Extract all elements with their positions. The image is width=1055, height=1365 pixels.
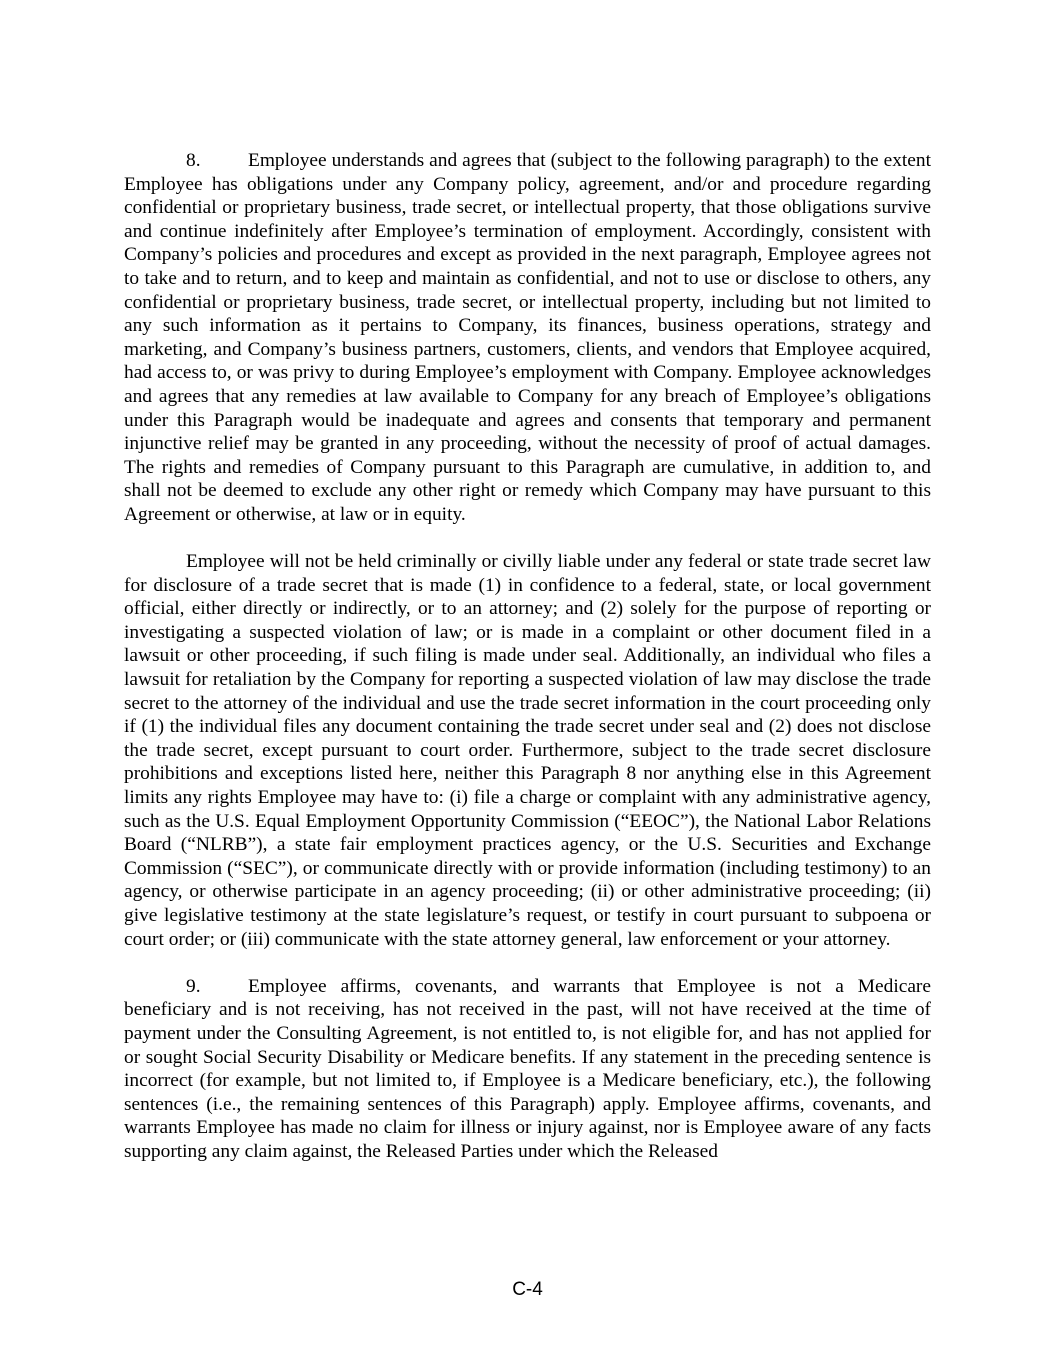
- paragraph-9: [124, 975, 931, 1164]
- paragraph-text: Employee will not be held criminally or civilly liable under any federal or state trade secret law for disclosure of a trade secret that is made (1) in confidence to a federal, state, or local government official, either directly or indirectly, or to an attorney; and (2) solely for the purpose of reporting or investigating a suspected violation of law; or is made in a complaint or other document filed in a lawsuit or other proceeding, if such filing is made under seal. Additionally, an individual who files a lawsuit for retaliation by the Company for reporting a suspected violation of law may disclose the trade secret to the attorney of the individual and use the trade secret information in the court proceeding only if (1) the individual files any document containing the trade secret under seal and (2) does not disclose the trade secret, except pursuant to court order. Furthermore, subject to the trade secret disclosure prohibitions and exceptions listed here, neither this Paragraph 8 nor anything else in this Agreement limits any rights Employee may have to: (i) file a charge or complaint with any administrative agency, such as the U.S. Equal Employment Opportunity Commission (“EEOC”), the National Labor Relations Board (“NLRB”), a state fair employment practices agency, or the U.S. Securities and Exchange Commission (“SEC”), or communicate directly with or provide information (including testimony) to an agency, or otherwise participate in an agency proceeding; (ii) or other administrative proceeding; (ii) give legislative testimony at the state legislature’s request, or testify in court pursuant to subpoena or court order; or (iii) communicate with the state attorney general, law enforcement or your attorney.: [124, 551, 931, 950]
- paragraph-text: Employee affirms, covenants, and warrants that Employee is not a Medicare beneficiary and is not receiving, has not received in the past, will not have received at the time of payment under the Consulting Agreement, is not entitled to, is not eligible for, and has not applied for or sought Social Security Disability or Medicare benefits. If any statement in the preceding sentence is incorrect (for example, but not limited to, if Employee is a Medicare beneficiary, etc.), the following sentences (i.e., the remaining sentences of this Paragraph) apply. Employee affirms, covenants, and warrants Employee has made no claim for illness or injury against, nor is Employee aware of any facts supporting any claim against, the Released Parties under which the Released: [124, 975, 931, 1162]
- paragraph-8: [124, 149, 931, 527]
- paragraph-number: 8.: [186, 150, 201, 171]
- paragraph-text: Employee understands and agrees that (subject to the following paragraph) to the extent Employee has obligations under any Company policy, agreement, and/or and procedure regarding confidential or proprietary business, trade secret, or intellectual property, that those obligations survive and continue indefinitely after Employee’s termination of employment. Accordingly, consistent with Company’s policies and procedures and except as provided in the next paragraph, Employee agrees not to take and to return, and to keep and maintain as confidential, and not to use or disclose to others, any confidential or proprietary business, trade secret, or intellectual property, including but not limited to any such information as it pertains to Company, its finances, business operations, strategy and marketing, and Company’s business partners, customers, clients, and vendors that Employee acquired, had access to, or was privy to during Employee’s employment with Company. Employee acknowledges and agrees that any remedies at law available to Company for any breach of Employee’s obligations under this Paragraph would be inadequate and agrees and consents that temporary and permanent injunctive relief may be granted in any proceeding, without the necessity of proof of actual damages. The rights and remedies of Company pursuant to this Paragraph are cumulative, in addition to, and shall not be deemed to exclude any other right or remedy which Company may have pursuant to this Agreement or otherwise, at law or in equity.: [124, 150, 931, 525]
- document-body: [124, 149, 931, 1164]
- page-number: C-4: [512, 1279, 543, 1300]
- paragraph-number: 9.: [186, 975, 201, 997]
- paragraph-trade-secret-disclosure: [124, 550, 931, 951]
